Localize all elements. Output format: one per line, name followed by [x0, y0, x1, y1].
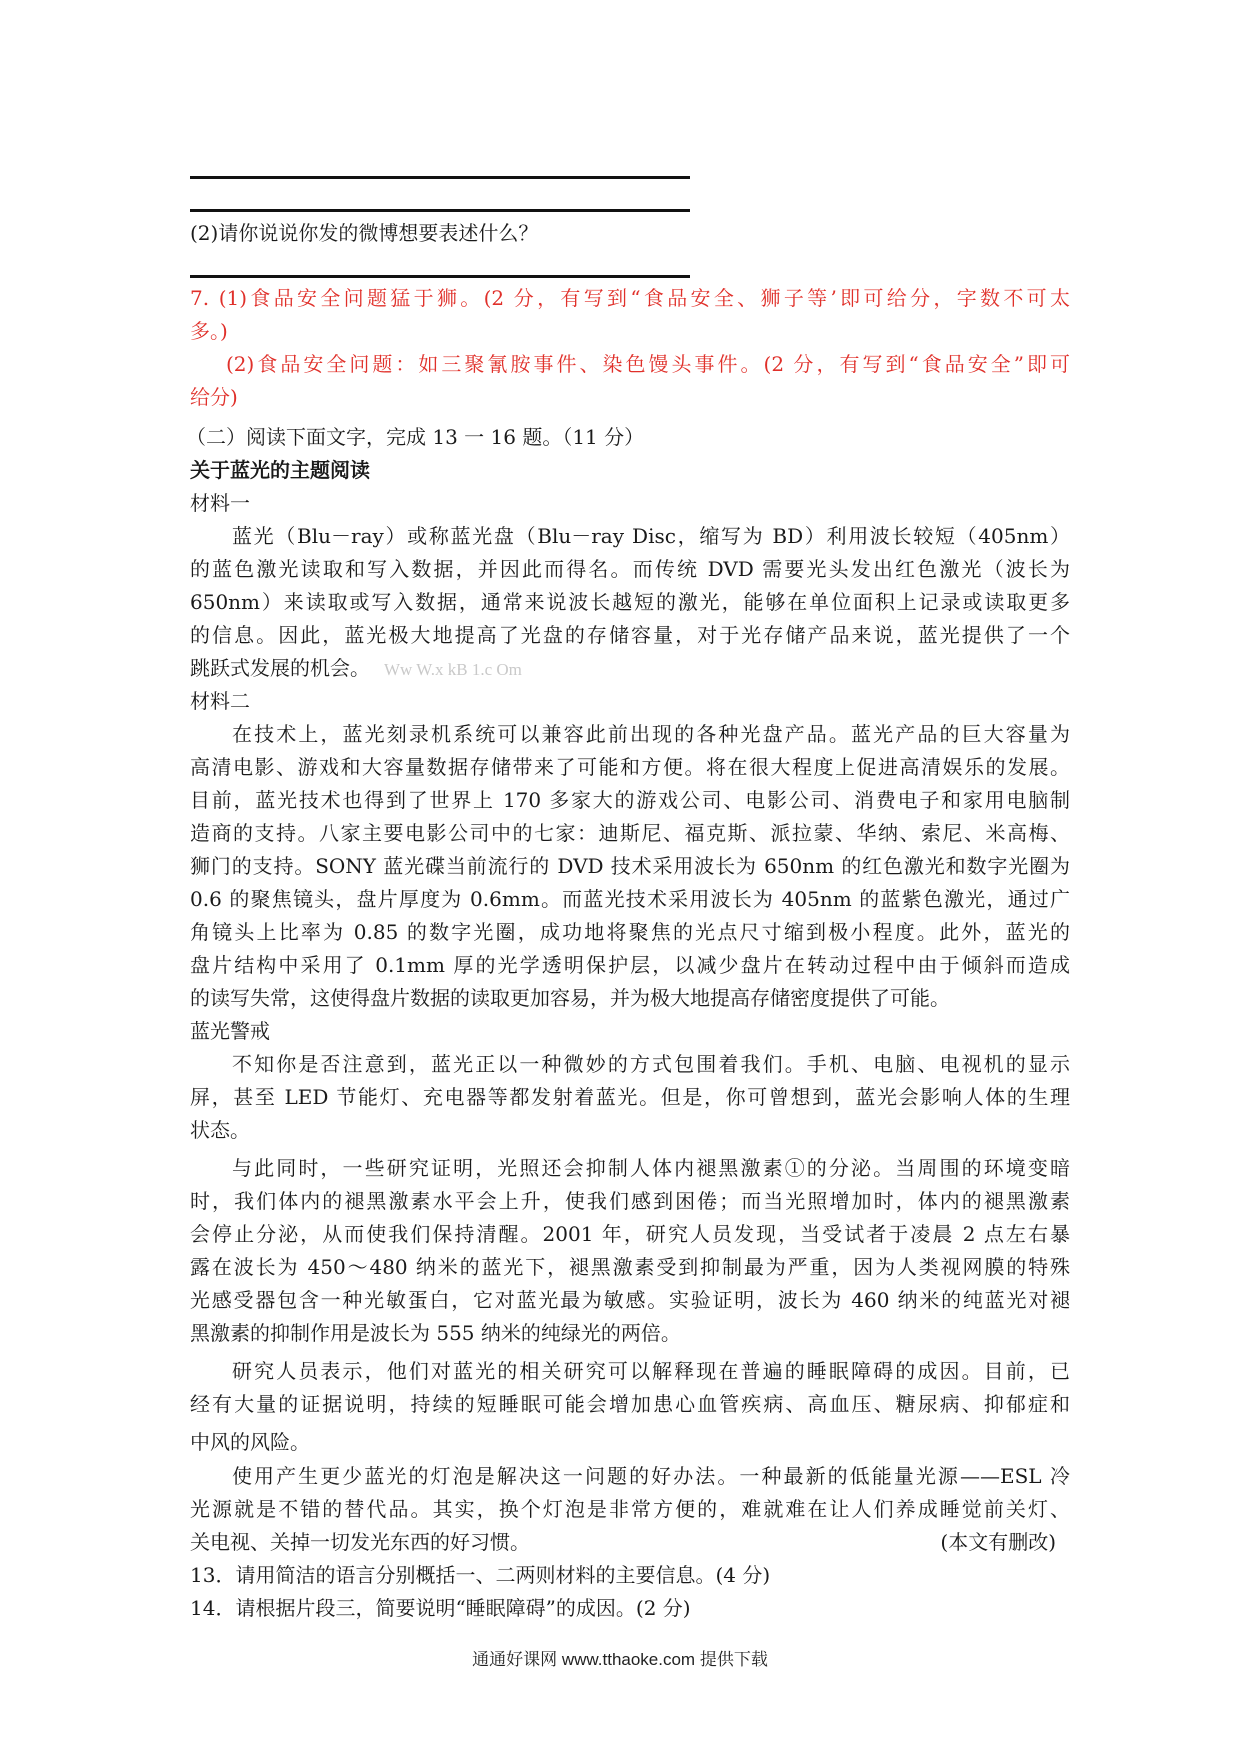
material-1-line: 650nm）来读取或写入数据，通常来说波长越短的激光，能够在单位面积上记录或读取更多 [190, 590, 1070, 614]
material-1-label: 材料一 [190, 491, 250, 515]
answer-7-line-1: 7. (1)食品安全问题猛于狮。(2 分，有写到“食品安全、狮子等’即可给分，字数不可太 [190, 286, 1070, 310]
material-1-last-line [190, 652, 1070, 686]
answer-blank-line-2 [190, 209, 690, 212]
answer-blank-line-3 [190, 275, 690, 278]
material-3-para-3-line: 中风的风险。 [190, 1430, 310, 1454]
section-2-heading: （二）阅读下面文字，完成 13 一 16 题。（11 分） [186, 425, 645, 449]
article-title: 关于蓝光的主题阅读 [190, 458, 370, 482]
material-2-line: 角镜头上比率为 0.85 的数字光圈，成功地将聚焦的光点尺寸缩到极小程度。此外，蓝光的 [190, 920, 1070, 944]
question-14: 14．请根据片段三，简要说明“睡眠障碍”的成因。(2 分) [190, 1596, 691, 1620]
material-3-para-3-line: 研究人员表示，他们对蓝光的相关研究可以解释现在普遍的睡眠障碍的成因。目前，已 [232, 1359, 1070, 1383]
page-footer: 通通好课网 www.tthaoke.com 提供下载 [472, 1650, 768, 1669]
answer-blank-line-1 [190, 176, 690, 179]
material-2-line: 盘片结构中采用了 0.1mm 厚的光学透明保护层，以减少盘片在转动过程中由于倾斜而造成 [190, 953, 1070, 977]
material-3-para-4-line: 使用产生更少蓝光的灯泡是解决这一问题的好办法。一种最新的低能量光源——ESL 冷 [232, 1464, 1070, 1488]
material-1-line: 的蓝色激光读取和写入数据，并因此而得名。而传统 DVD 需要光头发出红色激光（波长为 [190, 557, 1070, 581]
material-2-line: 目前，蓝光技术也得到了世界上 170 多家大的游戏公司、电影公司、消费电子和家用电脑制 [190, 788, 1070, 812]
material-3-para-1-line: 状态。 [190, 1118, 250, 1142]
material-3-para-4-last-text: 关电视、关掉一切发光东西的好习惯。 [190, 1530, 530, 1554]
material-3-para-2-line: 光感受器包含一种光敏蛋白，它对蓝光最为敏感。实验证明，波长为 460 纳米的纯蓝光对褪 [190, 1288, 1070, 1312]
material-3-para-4-line: 光源就是不错的替代品。其实，换个灯泡是非常方便的，难就难在让人们养成睡觉前关灯、 [190, 1497, 1070, 1521]
material-1-last-text: 跳跃式发展的机会。 [190, 656, 370, 680]
question-13: 13．请用简洁的语言分别概括一、二两则材料的主要信息。(4 分) [190, 1563, 771, 1587]
material-3-para-1-line: 屏，甚至 LED 节能灯、充电器等都发射着蓝光。但是，你可曾想到，蓝光会影响人体的生理 [190, 1085, 1070, 1109]
answer-7-line-2: 多。) [190, 319, 228, 343]
material-3-para-2-line: 会停止分泌，从而使我们保持清醒。2001 年，研究人员发现，当受试者于凌晨 2 点左右暴 [190, 1222, 1070, 1246]
material-1-line: 蓝光（Blu－ray）或称蓝光盘（Blu－ray Disc，缩写为 BD）利用波长较短（405nm） [232, 524, 1070, 548]
material-3-para-4-last-line [190, 1526, 1070, 1559]
material-3-para-1-line: 不知你是否注意到，蓝光正以一种微妙的方式包围着我们。手机、电脑、电视机的显示 [232, 1052, 1070, 1076]
material-2-line: 高清电影、游戏和大容量数据存储带来了可能和方便。将在很大程度上促进高清娱乐的发展。 [190, 755, 1070, 779]
material-1-line: 的信息。因此，蓝光极大地提高了光盘的存储容量，对于光存储产品来说，蓝光提供了一个 [190, 623, 1070, 647]
material-2-line: 在技术上，蓝光刻录机系统可以兼容此前出现的各种光盘产品。蓝光产品的巨大容量为 [232, 722, 1070, 746]
material-3-para-3-line: 经有大量的证据说明，持续的短睡眠可能会增加患心血管疾病、高血压、糖尿病、抑郁症和 [190, 1392, 1070, 1416]
material-3-label: 蓝光警戒 [190, 1019, 270, 1043]
material-3-para-2-line: 露在波长为 450～480 纳米的蓝光下，褪黑激素受到抑制最为严重，因为人类视网膜的特殊 [190, 1255, 1070, 1279]
material-2-line: 造商的支持。八家主要电影公司中的七家：迪斯尼、福克斯、派拉蒙、华纳、索尼、米高梅、 [190, 821, 1070, 845]
material-2-line: 的读写失常，这使得盘片数据的读取更加容易，并为极大地提高存储密度提供了可能。 [190, 986, 950, 1010]
material-2-label: 材料二 [190, 689, 250, 713]
watermark-text: Ww W.x kB 1.c Om [384, 660, 522, 679]
material-3-para-2-line: 黑激素的抑制作用是波长为 555 纳米的纯绿光的两倍。 [190, 1321, 681, 1345]
material-2-line: 0.6 的聚焦镜头，盘片厚度为 0.6mm。而蓝光技术采用波长为 405nm 的蓝紫色激光，通过广 [190, 887, 1070, 911]
material-3-para-2-line: 时，我们体内的褪黑激素水平会上升，使我们感到困倦；而当光照增加时，体内的褪黑激素 [190, 1189, 1070, 1213]
answer-7-line-4: 给分) [190, 385, 238, 409]
source-note: (本文有删改) [940, 1530, 1056, 1554]
material-3-para-2-line: 与此同时，一些研究证明，光照还会抑制人体内褪黑激素①的分泌。当周围的环境变暗 [232, 1156, 1070, 1180]
answer-7-line-3: (2)食品安全问题：如三聚氰胺事件、染色馒头事件。(2 分，有写到“食品安全”即可 [226, 352, 1070, 376]
question-part-2: (2)请你说说你发的微博想要表述什么？ [190, 221, 539, 245]
material-2-line: 狮门的支持。SONY 蓝光碟当前流行的 DVD 技术采用波长为 650nm 的红色激光和数字光圈为 [190, 854, 1070, 878]
